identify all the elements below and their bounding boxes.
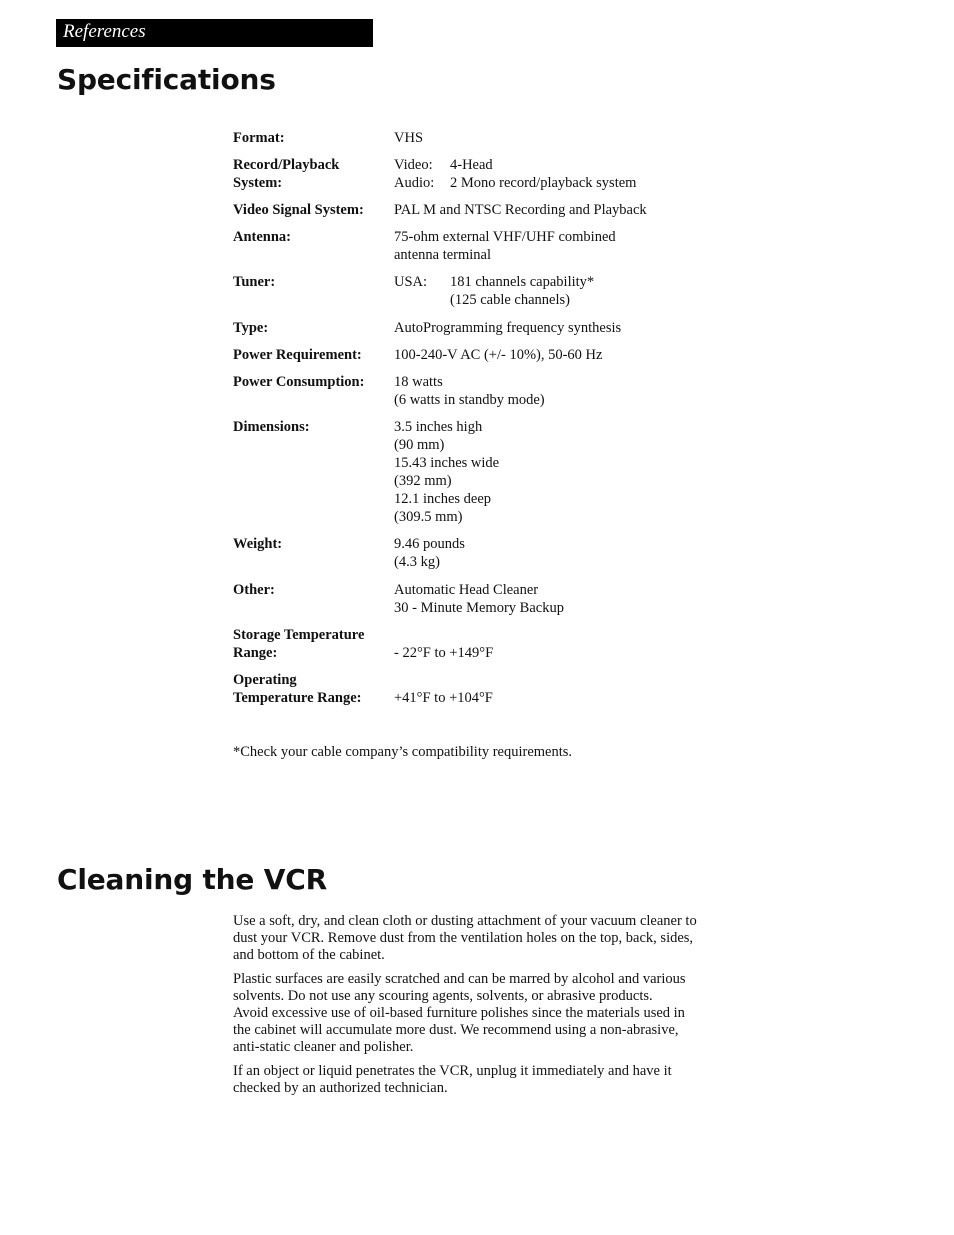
spec-label: Weight: <box>233 536 283 552</box>
spec-label: Storage Temperature Range: <box>233 627 365 661</box>
spec-value: - 22°F to +149°F <box>394 645 494 661</box>
spec-label: Format: <box>233 130 285 146</box>
spec-label: Other: <box>233 582 275 598</box>
spec-label: Video Signal System: <box>233 202 364 218</box>
spec-value: +41°F to +104°F <box>394 690 493 706</box>
spec-value: 3.5 inches high (90 mm) 15.43 inches wide (392 mm) 12.1 inches deep (309.5 mm) <box>394 419 500 525</box>
spec-footnote: *Check your cable company’s compatibility requirements. <box>233 744 573 760</box>
section-header-bar <box>56 19 373 47</box>
spec-label: Tuner: <box>233 274 276 290</box>
spec-value: VHS <box>394 130 424 146</box>
spec-label: Type: <box>233 320 269 336</box>
cleaning-paragraph-2: Plastic surfaces are easily scratched and can be marred by alcohol and various solvents. Do not use any scouring agents, solvents, or abrasive products. Avoid excessive use of oil-based furniture polishes since the materials used in the cabinet will accumulate more dust. We recommend using a non-abrasive, anti-static cleaner and polisher. <box>233 971 686 1055</box>
spec-value: Video: 4-Head Audio: 2 Mono record/playback system <box>394 157 637 191</box>
spec-label: Power Requirement: <box>233 347 362 363</box>
spec-label: Operating Temperature Range: <box>233 672 362 706</box>
cleaning-paragraph-1: Use a soft, dry, and clean cloth or dusting attachment of your vacuum cleaner to dust your VCR. Remove dust from the ventilation holes on the top, back, sides, and bottom of the cabinet. <box>233 913 697 963</box>
spec-value: 18 watts (6 watts in standby mode) <box>394 374 545 408</box>
section-label: References <box>63 21 146 42</box>
cleaning-title: Cleaning the VCR <box>57 863 327 896</box>
spec-value: PAL M and NTSC Recording and Playback <box>394 202 647 218</box>
spec-value: 9.46 pounds (4.3 kg) <box>394 536 465 570</box>
spec-value: 75-ohm external VHF/UHF combined antenna terminal <box>394 229 616 263</box>
spec-value: Automatic Head Cleaner 30 - Minute Memory Backup <box>394 582 564 616</box>
spec-value: 100-240-V AC (+/- 10%), 50-60 Hz <box>394 347 603 363</box>
spec-label: Antenna: <box>233 229 292 245</box>
specifications-title: Specifications <box>57 63 276 96</box>
spec-label: Dimensions: <box>233 419 310 435</box>
spec-label: Record/Playback System: <box>233 157 340 191</box>
cleaning-paragraph-3: If an object or liquid penetrates the VCR, unplug it immediately and have it checked by an authorized technician. <box>233 1063 672 1096</box>
spec-label: Power Consumption: <box>233 374 365 390</box>
spec-value: USA: 181 channels capability* (125 cable channels) <box>394 274 595 308</box>
spec-value: AutoProgramming frequency synthesis <box>394 320 622 336</box>
